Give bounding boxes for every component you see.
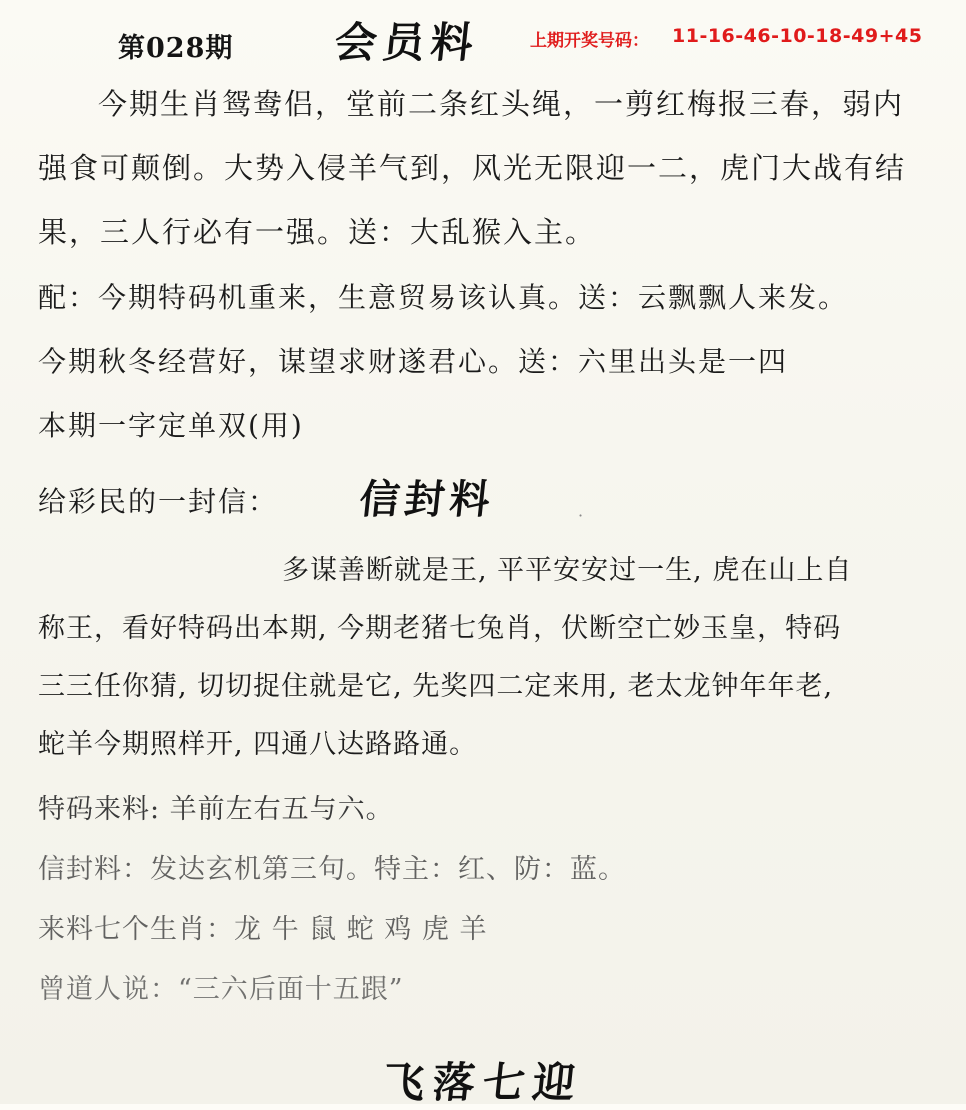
letter-line: 称王，看好特码出本期, 今期老猪七兔肖，伏断空亡妙玉皇，特码 — [38, 613, 842, 644]
letter-body — [0, 542, 966, 774]
section-tail — [0, 780, 966, 1020]
document-body — [0, 72, 966, 1020]
letter-line: 蛇羊今期照样开, 四通八达路路通。 — [38, 729, 478, 760]
letter-header — [0, 472, 966, 542]
tail-line: 信封料：发达玄机第三句。特主：红、防：蓝。 — [38, 854, 626, 885]
lottery-label: 上期开奖号码： — [530, 31, 649, 51]
document-header — [0, 10, 966, 72]
letter-line: 多谋善断就是王, 平平安安过一生, 虎在山上自 — [282, 555, 853, 586]
paragraph-line: 今期秋冬经营好，谋望求财遂君心。送：六里出头是一四 — [38, 345, 789, 378]
page-title: 会员料 — [332, 18, 482, 67]
section-pair — [0, 266, 966, 458]
issue-number: 第028期 — [118, 33, 234, 64]
tail-line: 曾道人说：“三六后面十五跟” — [38, 974, 404, 1005]
letter-lead-text: 给彩民的一封信： — [38, 485, 279, 518]
paragraph-line: 今期生肖鸳鸯侣，堂前二条红头绳，一剪红梅报三春，弱内 — [98, 87, 905, 121]
paragraph-line: 本期一字定单双(用) — [38, 409, 304, 442]
paragraph-line: 配：今期特码机重来，生意贸易该认真。送：云飘飘人来发。 — [38, 281, 849, 314]
tail-line: 特码来料: 羊前左右五与六。 — [38, 794, 394, 825]
letter-line: 三三任你猜, 切切捉住就是它, 先奖四二定来用, 老太龙钟年年老, — [38, 671, 834, 702]
lottery-numbers: 11-16-46-10-18-49+45 — [672, 25, 923, 47]
paragraph-line: 果，三人行必有一强。送：大乱猴入主。 — [38, 215, 597, 249]
section-main — [0, 72, 966, 264]
paragraph-line: 强食可颠倒。大势入侵羊气到，风光无限迎一二，虎门大战有结 — [38, 151, 907, 185]
ink-mark-icon: · — [578, 506, 584, 525]
letter-title: 信封料 — [357, 477, 498, 523]
footer-title: 飞落七迎 — [380, 1058, 586, 1107]
tail-line: 来料七个生肖：龙 牛 鼠 蛇 鸡 虎 羊 — [38, 914, 488, 945]
